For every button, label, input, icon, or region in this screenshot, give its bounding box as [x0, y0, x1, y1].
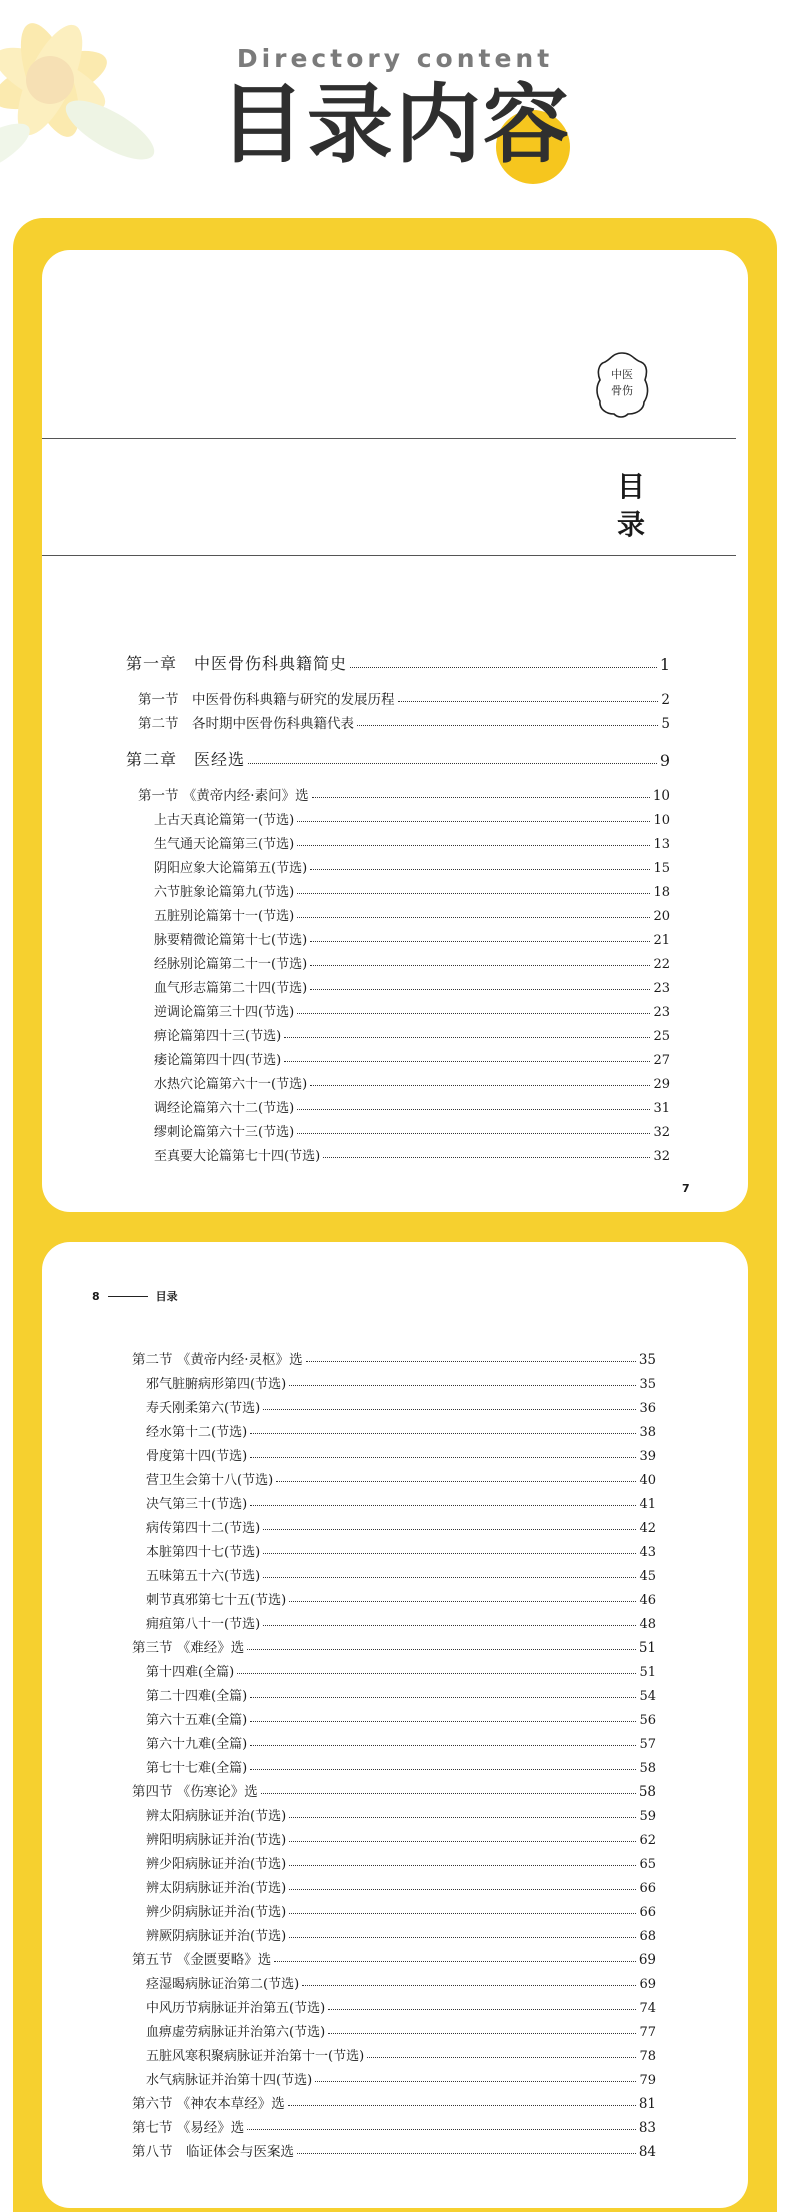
toc-dot-leader [289, 1817, 636, 1818]
toc-entry-sub [146, 2016, 656, 2040]
toc-entry-label: 营卫生会第十八(节选) [146, 1473, 274, 1488]
toc-entry-page: 20 [653, 909, 670, 924]
toc-dot-leader [247, 1649, 636, 1650]
toc-entry-label: 第五节 《金匮要略》选 [132, 1952, 272, 1968]
toc-entry-page: 51 [638, 1640, 656, 1656]
toc-entry-label: 辨少阴病脉证并治(节选) [146, 1905, 287, 1920]
toc-entry-sub [146, 1368, 656, 1392]
toc-entry-label: 痿论篇第四十四(节选) [154, 1053, 282, 1068]
toc-dot-leader [263, 1625, 636, 1626]
toc-entry-sub [146, 1584, 656, 1608]
toc-entry-sub [154, 1092, 670, 1116]
svg-text:骨伤: 骨伤 [611, 384, 633, 397]
toc-entry-sub [154, 852, 670, 876]
toc-entry-sub [146, 1920, 656, 1944]
toc-entry-sub [146, 1992, 656, 2016]
toc-entry-page: 23 [653, 1005, 670, 1020]
toc-entry-label: 上古天真论篇第一(节选) [154, 813, 295, 828]
toc-dot-leader [310, 989, 650, 990]
toc-entry-page: 35 [639, 1377, 656, 1392]
toc-entry-sub [146, 1896, 656, 1920]
toc-dot-leader [276, 1481, 636, 1482]
toc-entry-page: 66 [639, 1905, 656, 1920]
toc-entry-label: 至真要大论篇第七十四(节选) [154, 1149, 321, 1164]
toc-dot-leader [250, 1433, 636, 1434]
toc-entry-page: 62 [639, 1833, 656, 1848]
toc-entry-chapter [126, 650, 670, 674]
toc-entry-sub [154, 1044, 670, 1068]
toc-dot-leader [248, 763, 657, 764]
toc-entry-page: 43 [639, 1545, 656, 1560]
toc-entry-label: 阴阳应象大论篇第五(节选) [154, 861, 308, 876]
toc-entry-page: 39 [639, 1449, 656, 1464]
toc-entry-label: 辨太阳病脉证并治(节选) [146, 1809, 287, 1824]
toc-entry-sub [146, 1704, 656, 1728]
toc-entry-label: 水气病脉证并治第十四(节选) [146, 2073, 313, 2088]
toc-entry-page: 32 [653, 1149, 670, 1164]
toc-entry-page: 65 [639, 1857, 656, 1872]
toc-entry-page: 2 [661, 692, 670, 708]
book-page-7 [42, 250, 748, 1212]
toc-dot-leader [284, 1037, 650, 1038]
toc-entry-label: 第八节 临证体会与医案选 [132, 2144, 294, 2160]
toc-entry-sub [154, 876, 670, 900]
svg-text:中医: 中医 [611, 368, 633, 381]
toc-entry-sub [154, 1020, 670, 1044]
running-page-number: 8 [92, 1289, 100, 1303]
toc-dot-leader [289, 1865, 636, 1866]
toc-entry-page: 54 [639, 1689, 656, 1704]
toc-entry-sub [146, 1728, 656, 1752]
toc-entry-sub [146, 1656, 656, 1680]
toc-entry-page: 78 [639, 2049, 656, 2064]
toc-dot-leader [297, 845, 650, 846]
toc-entry-sub [146, 1488, 656, 1512]
toc-entry-page: 40 [639, 1473, 656, 1488]
toc-entry-label: 辨少阳病脉证并治(节选) [146, 1857, 287, 1872]
toc-entry-page: 38 [639, 1425, 656, 1440]
toc-entry-page: 66 [639, 1881, 656, 1896]
toc-dot-leader [297, 1133, 650, 1134]
toc-entry-sub [154, 1068, 670, 1092]
toc-entry-label: 痹论篇第四十三(节选) [154, 1029, 282, 1044]
toc-entry-label: 第一章 中医骨伤科典籍简史 [126, 654, 348, 673]
divider-top [42, 438, 736, 439]
toc-entry-label: 第二节 各时期中医骨伤科典籍代表 [138, 716, 354, 732]
toc-entry-label: 五味第五十六(节选) [146, 1569, 261, 1584]
toc-entry-sub [146, 1464, 656, 1488]
toc-entry-chapter [126, 746, 670, 770]
toc-entry-section [132, 1776, 656, 1800]
toc-entry-page: 22 [653, 957, 670, 972]
toc-dot-leader [247, 2129, 636, 2130]
toc-dot-leader [315, 2081, 636, 2082]
toc-entry-page: 58 [639, 1761, 656, 1776]
toc-dot-leader [289, 1889, 636, 1890]
toc-entry-sub [154, 996, 670, 1020]
toc-entry-sub [146, 1560, 656, 1584]
toc-entry-sub [146, 2064, 656, 2088]
toc-entry-page: 13 [653, 837, 670, 852]
toc-entry-section [132, 2088, 656, 2112]
toc-dot-leader [367, 2057, 636, 2058]
toc-entry-page: 57 [639, 1737, 656, 1752]
toc-entry-page: 41 [639, 1497, 656, 1512]
toc-entry-label: 刺节真邪第七十五(节选) [146, 1593, 287, 1608]
toc-dot-leader [263, 1553, 636, 1554]
toc-entry-label: 逆调论篇第三十四(节选) [154, 1005, 295, 1020]
toc-entry-page: 18 [653, 885, 670, 900]
toc-entry-section [138, 780, 670, 804]
running-header [92, 1288, 178, 1304]
toc-dot-leader [328, 2033, 636, 2034]
toc-entry-page: 69 [639, 1977, 656, 1992]
toc-entry-label: 辨厥阴病脉证并治(节选) [146, 1929, 287, 1944]
toc-entry-sub [154, 948, 670, 972]
toc-entry-label: 经脉别论篇第二十一(节选) [154, 957, 308, 972]
toc-dot-leader [297, 917, 650, 918]
toc-entry-label: 第六节 《神农本草经》选 [132, 2096, 285, 2112]
toc-dot-leader [289, 1385, 636, 1386]
toc-dot-leader [289, 1937, 636, 1938]
toc-entry-label: 第四节 《伤寒论》选 [132, 1784, 258, 1800]
toc-entry-sub [146, 1392, 656, 1416]
toc-dot-leader [350, 667, 657, 668]
toc-entry-sub [146, 1512, 656, 1536]
toc-entry-label: 第七十七难(全篇) [146, 1761, 248, 1776]
toc-dot-leader [237, 1673, 636, 1674]
toc-entry-page: 9 [659, 751, 670, 770]
toc-entry-label: 痉湿暍病脉证治第二(节选) [146, 1977, 300, 1992]
toc-dot-leader [250, 1721, 636, 1722]
toc-entry-page: 79 [639, 2073, 656, 2088]
toc-entry-label: 病传第四十二(节选) [146, 1521, 261, 1536]
toc-entry-label: 血痹虚劳病脉证并治第六(节选) [146, 2025, 326, 2040]
toc-entry-page: 83 [638, 2120, 656, 2136]
toc-entry-page: 36 [639, 1401, 656, 1416]
toc-dot-leader [261, 1793, 636, 1794]
toc-entry-section [132, 1632, 656, 1656]
toc-entry-sub [146, 1752, 656, 1776]
toc-entry-page: 27 [653, 1053, 670, 1068]
header-banner [0, 0, 790, 215]
header-subtitle: Directory content [236, 44, 554, 73]
toc-entry-sub [154, 1116, 670, 1140]
toc-entry-label: 第六十九难(全篇) [146, 1737, 248, 1752]
toc-entry-page: 15 [653, 861, 670, 876]
toc-entry-page: 74 [639, 2001, 656, 2016]
toc-entry-sub [146, 1872, 656, 1896]
toc-entry-label: 辨太阴病脉证并治(节选) [146, 1881, 287, 1896]
toc-dot-leader [263, 1577, 636, 1578]
running-header-rule [108, 1296, 148, 1297]
page-number: 7 [682, 1182, 690, 1195]
toc-entry-page: 45 [639, 1569, 656, 1584]
toc-entry-label: 本脏第四十七(节选) [146, 1545, 261, 1560]
toc-entry-label: 第十四难(全篇) [146, 1665, 235, 1680]
page-title: 目录内容 [219, 75, 571, 175]
toc-entry-label: 五脏别论篇第十一(节选) [154, 909, 295, 924]
toc-entry-label: 第二章 医经选 [126, 750, 246, 769]
toc-entry-sub [146, 1608, 656, 1632]
toc-entry-page: 81 [638, 2096, 656, 2112]
toc-entry-sub [154, 1140, 670, 1164]
toc-dot-leader [328, 2009, 636, 2010]
toc-entry-sub [146, 1968, 656, 1992]
toc-entry-page: 68 [639, 1929, 656, 1944]
toc-entry-page: 58 [638, 1784, 656, 1800]
toc-entry-sub [154, 900, 670, 924]
toc-entry-sub [146, 1536, 656, 1560]
toc-entry-page: 84 [638, 2144, 656, 2160]
toc-entry-sub [154, 972, 670, 996]
toc-entry-sub [146, 1416, 656, 1440]
toc-dot-leader [274, 1961, 636, 1962]
toc-dot-leader [250, 1697, 636, 1698]
toc-dot-leader [297, 821, 650, 822]
toc-entry-label: 痈疽第八十一(节选) [146, 1617, 261, 1632]
toc-entry-label: 骨度第十四(节选) [146, 1449, 248, 1464]
toc-entry-page: 5 [661, 716, 670, 732]
seal-logo [594, 350, 650, 424]
toc-dot-leader [284, 1061, 650, 1062]
toc-entry-sub [146, 1824, 656, 1848]
toc-dot-leader [263, 1529, 636, 1530]
toc-dot-leader [288, 2105, 636, 2106]
toc-entry-page: 46 [639, 1593, 656, 1608]
toc-entry-sub [146, 1800, 656, 1824]
toc-dot-leader [297, 2153, 636, 2154]
toc-entry-label: 第三节 《难经》选 [132, 1640, 245, 1656]
toc-dot-leader [302, 1985, 636, 1986]
toc-entry-label: 寿夭刚柔第六(节选) [146, 1401, 261, 1416]
toc-entry-label: 中风历节病脉证并治第五(节选) [146, 2001, 326, 2016]
toc-entry-label: 决气第三十(节选) [146, 1497, 248, 1512]
toc-entry-label: 调经论篇第六十二(节选) [154, 1101, 295, 1116]
toc-dot-leader [398, 701, 659, 702]
toc-entry-sub [146, 1848, 656, 1872]
toc-entry-page: 29 [653, 1077, 670, 1092]
toc-entry-page: 69 [638, 1952, 656, 1968]
toc-entry-page: 21 [653, 933, 670, 948]
toc-dot-leader [289, 1601, 636, 1602]
toc-entry-page: 56 [639, 1713, 656, 1728]
toc-entry-page: 1 [659, 655, 670, 674]
toc-entry-page: 10 [653, 813, 670, 828]
toc-dot-leader [289, 1913, 636, 1914]
toc-entry-label: 第一节 《黄帝内经·素问》选 [138, 788, 309, 804]
toc-entry-page: 48 [639, 1617, 656, 1632]
toc-dot-leader [306, 1361, 636, 1362]
toc-entry-page: 32 [653, 1125, 670, 1140]
toc-entry-label: 血气形志篇第二十四(节选) [154, 981, 308, 996]
toc-entry-sub [154, 924, 670, 948]
toc-dot-leader [310, 869, 650, 870]
toc-dot-leader [250, 1457, 636, 1458]
toc-entry-sub [146, 1440, 656, 1464]
book-page-8 [42, 1242, 748, 2208]
toc-dot-leader [323, 1157, 650, 1158]
toc-entry-label: 第二节 《黄帝内经·灵枢》选 [132, 1352, 303, 1368]
toc-entry-label: 第一节 中医骨伤科典籍与研究的发展历程 [138, 692, 395, 708]
toc-entry-page: 51 [639, 1665, 656, 1680]
toc-entry-label: 水热穴论篇第六十一(节选) [154, 1077, 308, 1092]
toc-dot-leader [310, 965, 650, 966]
toc-entry-page: 59 [639, 1809, 656, 1824]
toc-entry-sub [154, 804, 670, 828]
toc-entry-label: 第六十五难(全篇) [146, 1713, 248, 1728]
toc-entry-label: 六节脏象论篇第九(节选) [154, 885, 295, 900]
toc-entry-label: 邪气脏腑病形第四(节选) [146, 1377, 287, 1392]
toc-entry-label: 脉要精微论篇第十七(节选) [154, 933, 308, 948]
toc-entry-section [132, 2112, 656, 2136]
toc-entry-page: 31 [653, 1101, 670, 1116]
toc-entry-label: 生气通天论篇第三(节选) [154, 837, 295, 852]
toc-entry-section [138, 708, 670, 732]
toc-entry-sub [146, 2040, 656, 2064]
toc-dot-leader [250, 1769, 636, 1770]
toc-entry-section [132, 2136, 656, 2160]
toc-entry-section [132, 1344, 656, 1368]
toc-entry-sub [146, 1680, 656, 1704]
toc-entry-label: 缪刺论篇第六十三(节选) [154, 1125, 295, 1140]
toc-entry-section [132, 1944, 656, 1968]
toc-dot-leader [357, 725, 658, 726]
toc-entry-page: 35 [638, 1352, 656, 1368]
toc-dot-leader [297, 1013, 650, 1014]
running-title: 目录 [155, 1290, 178, 1303]
toc-entry-page: 23 [653, 981, 670, 996]
toc-dot-leader [297, 1109, 650, 1110]
toc-entry-sub [154, 828, 670, 852]
toc-title-vertical: 目录 [617, 470, 646, 541]
toc-entry-section [138, 684, 670, 708]
divider-bottom [42, 555, 736, 556]
toc-dot-leader [310, 1085, 650, 1086]
toc-entry-page: 25 [653, 1029, 670, 1044]
toc-entry-page: 42 [639, 1521, 656, 1536]
toc-dot-leader [310, 941, 650, 942]
toc-dot-leader [289, 1841, 636, 1842]
toc-entry-page: 77 [639, 2025, 656, 2040]
toc-dot-leader [250, 1745, 636, 1746]
toc-entry-page: 10 [652, 788, 670, 804]
toc-dot-leader [263, 1409, 636, 1410]
toc-entry-label: 第七节 《易经》选 [132, 2120, 245, 2136]
toc-dot-leader [297, 893, 650, 894]
toc-dot-leader [312, 797, 650, 798]
toc-entry-label: 辨阳明病脉证并治(节选) [146, 1833, 287, 1848]
toc-dot-leader [250, 1505, 636, 1506]
toc-entry-label: 第二十四难(全篇) [146, 1689, 248, 1704]
toc-entry-label: 五脏风寒积聚病脉证并治第十一(节选) [146, 2049, 365, 2064]
toc-entry-label: 经水第十二(节选) [146, 1425, 248, 1440]
